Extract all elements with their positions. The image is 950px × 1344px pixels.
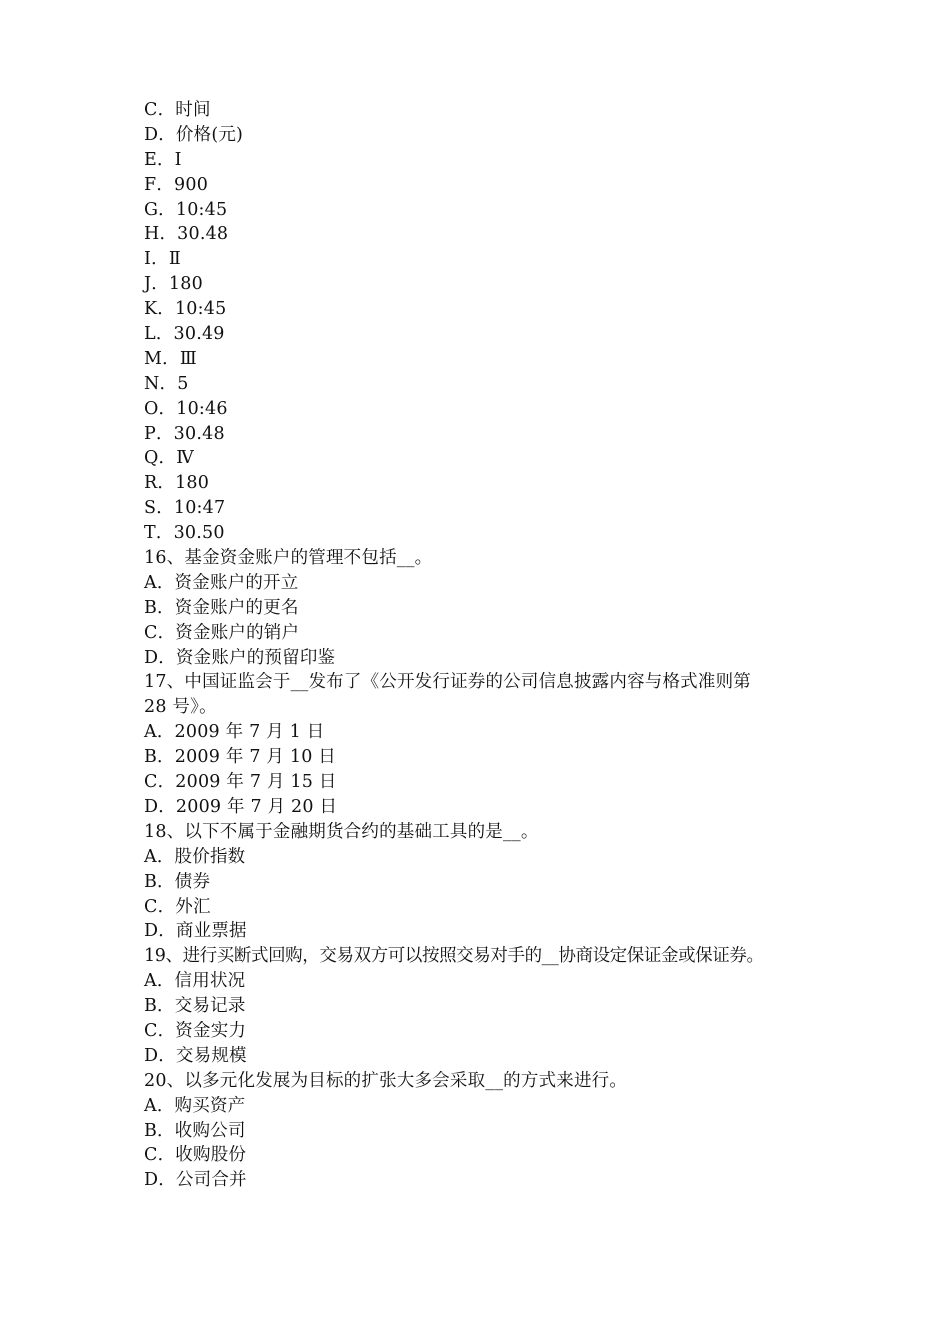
text-line: J．180 bbox=[144, 274, 203, 295]
text-line: O．10:46 bbox=[144, 398, 228, 419]
option-line: A．资金账户的开立 bbox=[144, 572, 299, 593]
option-line: B．资金账户的更名 bbox=[144, 597, 299, 618]
text-line: K．10:45 bbox=[144, 299, 227, 320]
option-line: A．2009 年 7 月 1 日 bbox=[144, 722, 325, 743]
option-line: A．信用状况 bbox=[144, 971, 246, 992]
option-line: C．资金账户的销户 bbox=[144, 622, 300, 643]
text-line: R．180 bbox=[144, 473, 210, 494]
text-line: C．时间 bbox=[144, 100, 211, 120]
option-line: D．2009 年 7 月 20 日 bbox=[144, 796, 338, 817]
option-line: B．债券 bbox=[144, 871, 211, 892]
text-line: G．10:45 bbox=[144, 199, 228, 220]
option-line: C．资金实力 bbox=[144, 1020, 247, 1041]
text-line: I．Ⅱ bbox=[144, 249, 181, 270]
question-17-continued: 28 号》。 bbox=[144, 697, 217, 718]
option-line: D．交易规模 bbox=[144, 1045, 247, 1066]
question-20: 20、以多元化发展为目标的扩张大多会采取__的方式来进行。 bbox=[144, 1070, 628, 1091]
option-line: B．交易记录 bbox=[144, 996, 246, 1017]
option-line: C．收购股份 bbox=[144, 1145, 247, 1166]
document-body bbox=[144, 98, 824, 1193]
text-line: Q．Ⅳ bbox=[144, 448, 194, 469]
option-line: B．2009 年 7 月 10 日 bbox=[144, 747, 337, 768]
option-line: C．外汇 bbox=[144, 896, 211, 917]
text-line: F．900 bbox=[144, 174, 209, 195]
option-line: A．股价指数 bbox=[144, 846, 246, 867]
text-line: T．30.50 bbox=[144, 523, 225, 544]
option-line: D．公司合并 bbox=[144, 1170, 247, 1191]
option-line: D．资金账户的预留印鉴 bbox=[144, 647, 336, 668]
text-line: H．30.48 bbox=[144, 224, 229, 245]
text-line: S．10:47 bbox=[144, 498, 226, 519]
question-16: 16、基金资金账户的管理不包括__。 bbox=[144, 548, 433, 569]
option-line: B．收购公司 bbox=[144, 1120, 246, 1141]
text-line: P．30.48 bbox=[144, 423, 225, 444]
question-18: 18、以下不属于金融期货合约的基础工具的是__。 bbox=[144, 821, 539, 842]
text-line: L．30.49 bbox=[144, 324, 225, 345]
text-line: E．Ⅰ bbox=[144, 149, 182, 170]
text-line: M．Ⅲ bbox=[144, 348, 197, 369]
option-line: A．购买资产 bbox=[144, 1095, 246, 1116]
option-line: C．2009 年 7 月 15 日 bbox=[144, 772, 337, 793]
text-line: N．5 bbox=[144, 373, 189, 394]
question-17: 17、中国证监会于__发布了《公开发行证券的公司信息披露内容与格式准则第 bbox=[144, 672, 751, 693]
text-line: D．价格(元) bbox=[144, 124, 244, 145]
option-line: D．商业票据 bbox=[144, 921, 247, 942]
question-19: 19、进行买断式回购，交易双方可以按照交易对手的__协商设定保证金或保证券。 bbox=[144, 946, 764, 967]
